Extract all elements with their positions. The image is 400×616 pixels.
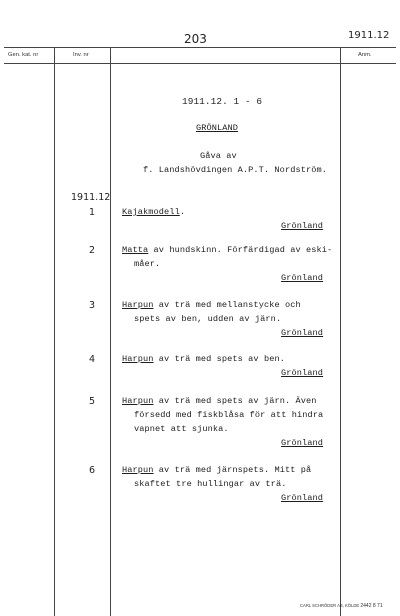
entry-line: Harpun av trä med spets av ben. [122,354,285,364]
column-divider-2 [110,47,111,616]
column-header-inv: Inv. nr [73,52,89,58]
entry-number: 2 [89,245,96,256]
catalog-range: 1911.12. 1 - 6 [182,96,263,107]
header-top-rule [4,47,396,48]
inventory-year: 1911.12 [71,192,111,203]
entry-line: Kajakmodell. [122,207,186,217]
entry-place: Grönland [281,493,324,503]
entry-place: Grönland [281,328,324,338]
printer-mark: CARL SCHRÖDER AB, KÖLDE 2442 8 71 [300,603,383,609]
entry-line: Harpun av trä med spets av järn. Även [122,396,317,406]
page-number: 203 [184,32,207,46]
column-divider-1 [54,47,55,616]
entry-line: Matta av hundskinn. Förfärdigad av eski- [122,245,333,255]
entry-number: 4 [89,354,96,365]
header-bottom-rule [4,63,396,64]
entry-object-name: Harpun [122,300,154,310]
entry-line-3: vapnet att sjunka. [134,424,229,434]
entry-place: Grönland [281,368,324,378]
entry-place: Grönland [281,438,324,448]
region-heading: GRÖNLAND [196,123,239,133]
entry-place: Grönland [281,221,324,231]
column-divider-3 [340,47,341,616]
entry-object-name: Harpun [122,396,154,406]
entry-line-2: skaftet tre hullingar av trä. [134,479,287,489]
corner-number: 1911.12 [348,30,390,41]
entry-line: Harpun av trä med järnspets. Mitt på [122,465,312,475]
column-header-anm: Anm. [358,52,372,58]
entry-number: 6 [89,465,96,476]
column-header-gen-kat: Gen. kat. nr [8,52,39,58]
entry-place: Grönland [281,273,324,283]
entry-object-name: Harpun [122,465,154,475]
entry-line-2: måer. [134,259,161,269]
entry-line: Harpun av trä med mellanstycke och [122,300,301,310]
entry-line-2: spets av ben, udden av järn. [134,314,282,324]
entry-object-name: Kajakmodell [122,207,180,217]
entry-line-2: försedd med fiskblåsa för att hindra [134,410,324,420]
entry-number: 3 [89,300,96,311]
entry-object-name: Harpun [122,354,154,364]
gift-line-2: f. Landshövdingen A.P.T. Nordström. [143,165,327,175]
entry-number: 1 [89,207,96,218]
gift-line-1: Gåva av [200,151,237,161]
entry-object-name: Matta [122,245,149,255]
entry-number: 5 [89,396,96,407]
